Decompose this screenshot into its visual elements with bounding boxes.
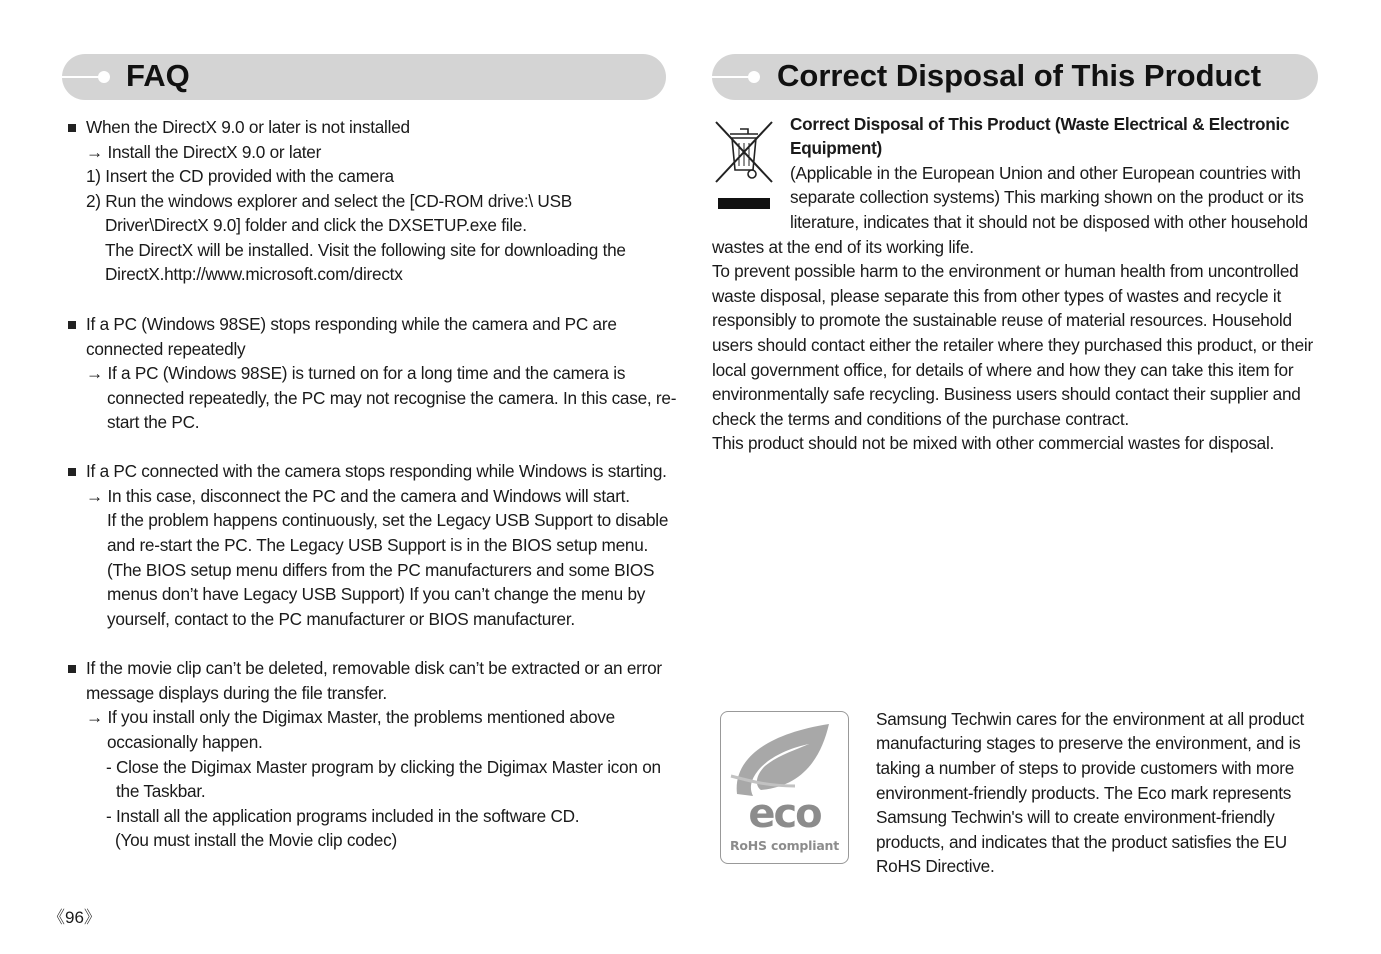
disposal-heading: Correct Disposal of This Product (Waste Electrical & Electronic bbox=[790, 114, 1290, 134]
eco-text-line: products, and indicates that the product satisfies the EU bbox=[876, 832, 1287, 852]
faq-question: If a PC (Windows 98SE) stops responding while the camera and PC are bbox=[86, 314, 617, 334]
faq-title: FAQ bbox=[126, 58, 190, 93]
eco-logo-sub: RoHS compliant bbox=[729, 838, 840, 853]
eco-text-line: RoHS Directive. bbox=[876, 856, 995, 876]
eco-leaf-icon bbox=[725, 720, 843, 802]
faq-answer-line: 1) Insert the CD provided with the camera bbox=[86, 166, 394, 186]
faq-answer-line: menus don’t have Legacy USB Support) If you can’t change the menu by bbox=[107, 584, 646, 604]
disposal-text-line: local government office, for details of where and how they can take this item for bbox=[712, 360, 1294, 380]
disposal-text-line: responsibly to promote the sustainable reuse of material resources. Household bbox=[712, 310, 1292, 330]
bullet-icon bbox=[68, 321, 76, 329]
faq-answer-line: start the PC. bbox=[107, 412, 200, 432]
faq-answer-line: If the problem happens continuously, set the Legacy USB Support to disable bbox=[107, 510, 669, 530]
eco-text-line: manufacturing stages to preserve the environment, and is bbox=[876, 733, 1301, 753]
disposal-text-line: (Applicable in the European Union and other European countries with bbox=[790, 163, 1301, 183]
faq-answer-line: → In this case, disconnect the PC and the camera and Windows will start. bbox=[86, 486, 630, 506]
disposal-text-line: users should contact either the retailer where they purchased this product, or their bbox=[712, 335, 1313, 355]
disposal-text-line: waste disposal, please separate this from other types of wastes and recycle it bbox=[712, 286, 1281, 306]
faq-answer-line: (The BIOS setup menu differs from the PC manufacturers and some BIOS bbox=[107, 560, 655, 580]
header-dot-icon bbox=[98, 71, 110, 83]
disposal-heading: Equipment) bbox=[790, 138, 883, 158]
faq-answer-line: connected repeatedly, the PC may not recognise the camera. In this case, re- bbox=[107, 388, 677, 408]
faq-answer-line: - Install all the application programs included in the software CD. bbox=[106, 806, 580, 826]
faq-answer-line: 2) Run the windows explorer and select the [CD-ROM drive:\ USB bbox=[86, 191, 573, 211]
bullet-icon bbox=[68, 665, 76, 673]
faq-question: connected repeatedly bbox=[86, 339, 246, 359]
faq-answer-line: the Taskbar. bbox=[116, 781, 206, 801]
faq-answer-line: - Close the Digimax Master program by clicking the Digimax Master icon on bbox=[106, 757, 661, 777]
eco-text-line: taking a number of steps to provide customers with more bbox=[876, 758, 1295, 778]
faq-question: If the movie clip can’t be deleted, removable disk can’t be extracted or an error bbox=[86, 658, 662, 678]
disposal-text-line: To prevent possible harm to the environment or human health from uncontrolled bbox=[712, 261, 1299, 281]
disposal-text-line: check the terms and conditions of the purchase contract. bbox=[712, 409, 1129, 429]
faq-answer-line: Driver\DirectX 9.0] folder and click the DXSETUP.exe file. bbox=[105, 215, 527, 235]
weee-crossed-bin-icon bbox=[712, 116, 776, 212]
disposal-text-line: literature, indicates that it should not be disposed with other household bbox=[790, 212, 1308, 232]
faq-answer-line: yourself, contact to the PC manufacturer or BIOS manufacturer. bbox=[107, 609, 575, 629]
eco-text-line: environment-friendly products. The Eco mark represents bbox=[876, 783, 1292, 803]
faq-answer-line: (You must install the Movie clip codec) bbox=[115, 830, 397, 850]
eco-text-line: Samsung Techwin cares for the environment at all product bbox=[876, 709, 1305, 729]
bullet-icon bbox=[68, 124, 76, 132]
disposal-text-line: wastes at the end of its working life. bbox=[712, 237, 974, 257]
eco-logo bbox=[720, 711, 849, 864]
faq-answer-line: → If a PC (Windows 98SE) is turned on for a long time and the camera is bbox=[86, 363, 626, 383]
eco-text-line: Samsung Techwin's will to create environment-friendly bbox=[876, 807, 1275, 827]
faq-answer-line: → Install the DirectX 9.0 or later bbox=[86, 142, 322, 162]
disposal-header bbox=[712, 54, 1318, 100]
faq-question: If a PC connected with the camera stops responding while Windows is starting. bbox=[86, 461, 667, 481]
faq-header bbox=[62, 54, 666, 100]
bullet-icon bbox=[68, 468, 76, 476]
disposal-text-line: separate collection systems) This marking shown on the product or its bbox=[790, 187, 1304, 207]
faq-question: message displays during the file transfer. bbox=[86, 683, 387, 703]
disposal-title: Correct Disposal of This Product bbox=[777, 58, 1262, 93]
page-number: 《96》 bbox=[48, 908, 101, 927]
disposal-text-line: This product should not be mixed with other commercial wastes for disposal. bbox=[712, 433, 1275, 453]
header-dot-icon bbox=[748, 71, 760, 83]
faq-answer-line: occasionally happen. bbox=[107, 732, 263, 752]
faq-answer-line: → If you install only the Digimax Master, the problems mentioned above bbox=[86, 707, 615, 727]
faq-answer-line: DirectX.http://www.microsoft.com/directx bbox=[105, 264, 403, 284]
disposal-text-line: environmentally safe recycling. Business users should contact their supplier and bbox=[712, 384, 1301, 404]
eco-logo-word: eco bbox=[748, 791, 821, 837]
faq-answer-line: The DirectX will be installed. Visit the following site for downloading the bbox=[105, 240, 626, 260]
faq-answer-line: and re-start the PC. The Legacy USB Support is in the BIOS setup menu. bbox=[107, 535, 649, 555]
faq-question: When the DirectX 9.0 or later is not installed bbox=[86, 117, 410, 137]
